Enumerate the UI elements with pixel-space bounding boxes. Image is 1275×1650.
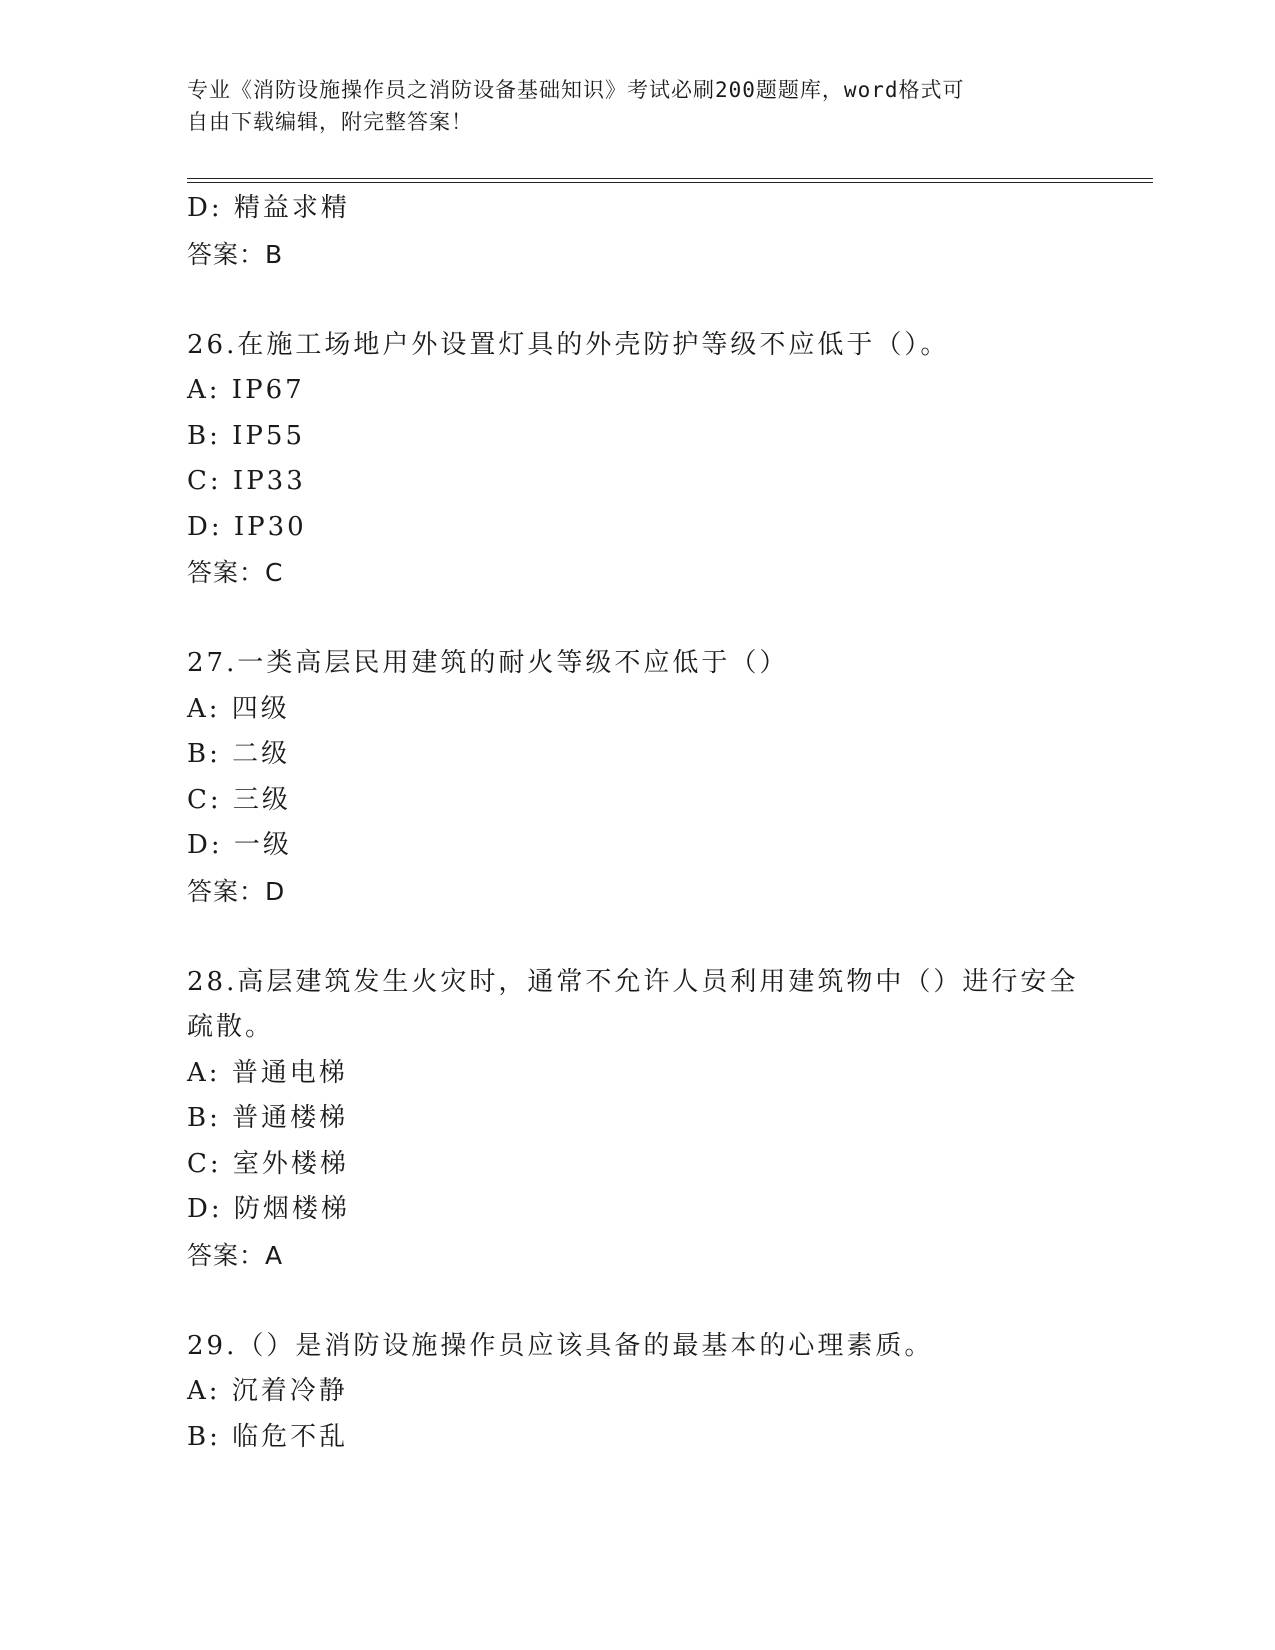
spacer [187,1278,1087,1324]
option-b: B: 普通楼梯 [187,1103,349,1133]
option-b: B: 临危不乱 [187,1421,349,1452]
question-text: 29.（）是消防设施操作员应该具备的最基本的心理素质。 [187,1330,934,1361]
answer: 答案：A [187,1240,284,1270]
header-line-1: 专业《消防设施操作员之消防设备基础知识》考试必刷200题题库，word格式可 [187,78,965,102]
question-text-line-2: 疏散。 [187,1012,275,1042]
option-c: C: 三级 [187,784,291,815]
option-c: C: 室外楼梯 [187,1148,349,1179]
question-29 [187,1324,1087,1461]
option-c: C: IP33 [187,466,306,496]
option-b: B: IP55 [187,420,305,451]
question-text: 26.在施工场地户外设置灯具的外壳防护等级不应低于（）。 [187,329,950,360]
spacer [187,914,1087,960]
option-a: A: 四级 [187,693,290,724]
question-27 [187,641,1087,914]
option-a: A: 普通电梯 [187,1057,348,1088]
answer: 答案：C [187,558,284,587]
option-b: B: 二级 [187,739,291,769]
question-list [187,186,1087,1460]
prev-answer: 答案：B [187,239,284,269]
option-d: D: 一级 [187,830,292,860]
answer: 答案：D [187,876,286,906]
option-a: A: 沉着冷静 [187,1376,348,1406]
document-header [187,74,1087,138]
prev-option-d: D: 精益求精 [187,193,350,223]
spacer [187,596,1087,642]
option-d: D: 防烟楼梯 [187,1194,350,1224]
header-divider [187,178,1153,183]
question-text-line-1: 28.高层建筑发生火灾时，通常不允许人员利用建筑物中（）进行安全 [187,966,1079,997]
header-line-2: 自由下载编辑，附完整答案！ [187,110,473,134]
spacer [187,277,1087,323]
question-26 [187,323,1087,596]
question-28 [187,960,1087,1279]
option-d: D: IP30 [187,511,307,542]
option-a: A: IP67 [187,375,305,405]
question-text: 27.一类高层民用建筑的耐火等级不应低于（） [187,648,789,678]
